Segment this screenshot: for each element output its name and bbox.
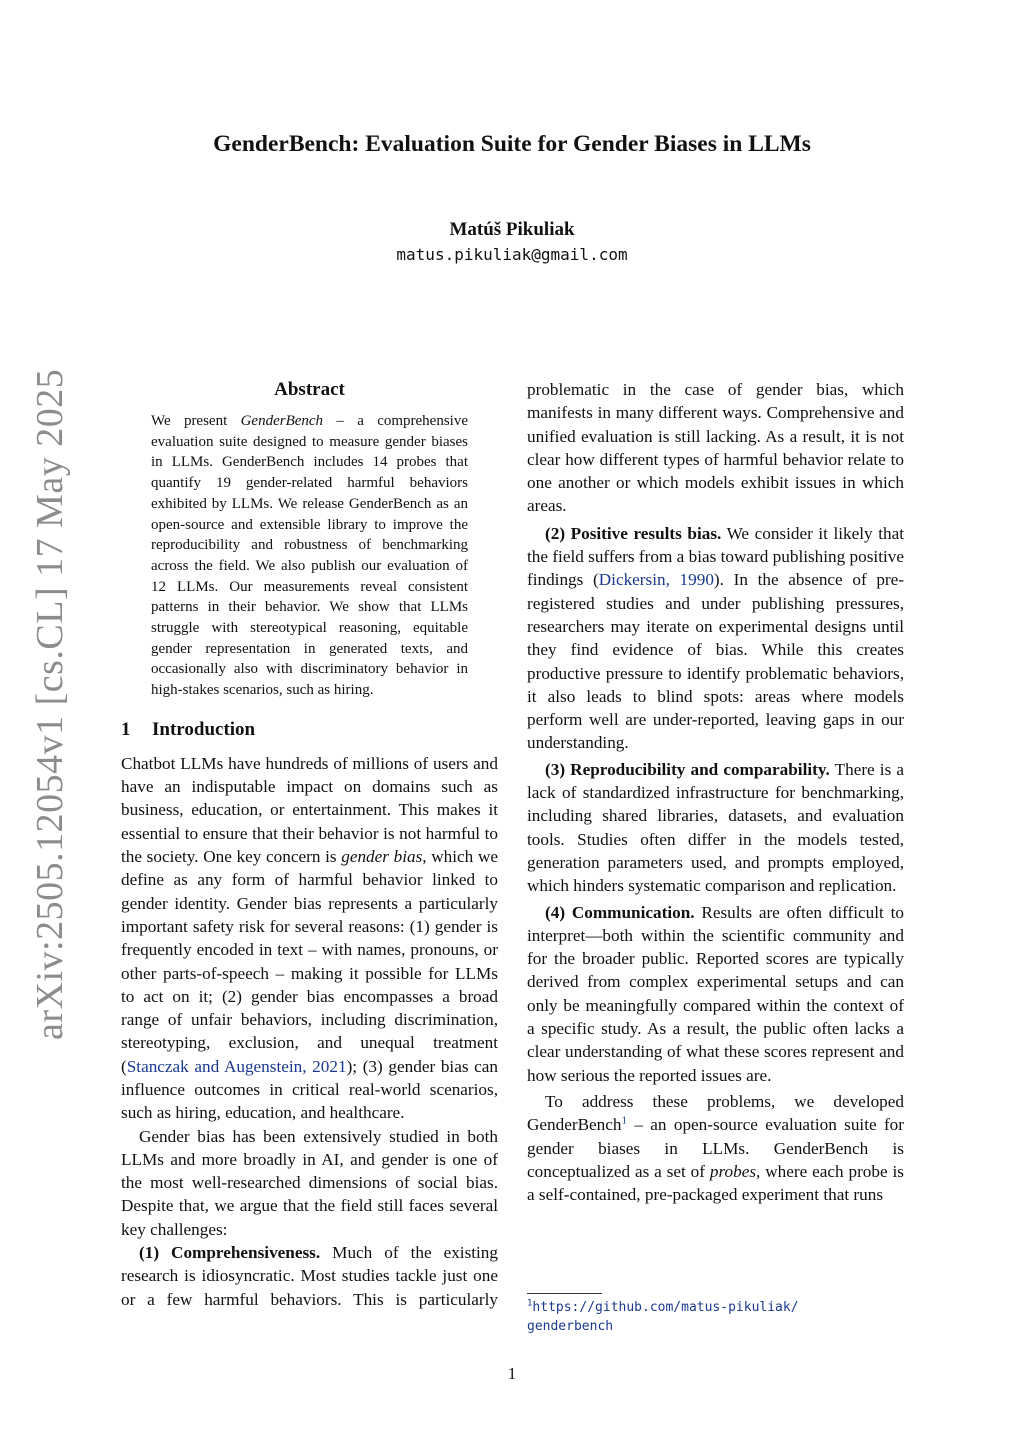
paper-title: GenderBench: Evaluation Suite for Gender Biases in LLMs (213, 131, 811, 157)
paragraph-text: Results are often difficult to interpret—both within the scientific community and for the broader public. Reported scores are typically derived from complex experimental setups and can only be meaningfully compared within the context of a specific study. As a result, the public often lacks a clear understanding of what these scores represent and how serious the reported issues are. (527, 902, 904, 1085)
intro-paragraph-2: Gender bias has been extensively studied in both LLMs and more broadly in AI, and gender is one of the most well-researched dimensions of social bias. Despite that, we argue that the field still faces several key challenges: (121, 1126, 498, 1239)
challenge-reproducibility (527, 758, 904, 898)
citation-link[interactable]: Stanczak and Augenstein, 2021 (126, 1056, 347, 1076)
abstract-benchmark-name: GenderBench (240, 413, 324, 429)
paragraph-text: ). In the absence of pre-registered studies and under publishing pressures, researchers may iterate on experimental designs until they find evidence of bias. While this creates productive pressure to identify problematic behaviors, it also leads to blind spots: areas where models perform well are under-reported, leaving gaps in our understanding. (527, 570, 905, 753)
paragraph-text: Much of the existing research is idiosyncratic. Most studies tackle just one or a few harmful behaviors. This is particularly (121, 1243, 498, 1309)
footnote-url-continued[interactable]: genderbench (527, 1319, 614, 1334)
abstract-text: – a comprehensive evaluation suite designed to measure gender biases in LLMs. GenderBench includes 14 probes that quantify 19 gender-related harmful behaviors exhibited by LLMs. We release GenderBench as an open-source and extensible library to improve the reproducibility and robustness of benchmarking across the field. We also publish our evaluation of 12 LLMs. Our measurements reveal consistent patterns in their behavior. We show that LLMs struggle with stereotypical reasoning, equitable gender representation in generated texts, and occasionally also with discriminatory behavior in high-stakes scenarios, such as hiring. (151, 413, 468, 699)
paragraph-text: We consider it likely that the field suffers from a bias toward publishing positive findings ( (527, 523, 904, 590)
abstract-text-start: We present (151, 413, 241, 429)
right-column (527, 378, 904, 1206)
paragraph-text: – an open-source evaluation suite for gender biases in LLMs. GenderBench is conceptualized as a set of (527, 1115, 904, 1181)
section-title: Introduction (152, 718, 256, 740)
paragraph-heading: (3) Reproducibility and comparability. (545, 759, 830, 779)
author-name: Matúš Pikuliak (449, 219, 575, 240)
footnote-url[interactable]: https://github.com/matus-pikuliak/ (532, 1300, 799, 1315)
emphasis-term: probes (709, 1161, 757, 1181)
emphasis-term: gender bias (341, 847, 423, 867)
footnote (527, 1298, 904, 1336)
arxiv-identifier-stamp: arXiv:2505.12054v1 [cs.CL] 17 May 2025 (29, 368, 71, 1040)
abstract-heading: Abstract (274, 379, 345, 400)
footnote-divider (527, 1293, 602, 1294)
paragraph-heading: (1) Comprehensiveness. (139, 1243, 321, 1263)
challenge-comprehensiveness-continued: problematic in the case of gender bias, which manifests in many different ways. Comprehensive and unified evaluation is still lacking. As a result, it is not clear how different types of harmful behavior relate to one another or which models exhibit issues in which areas. (527, 380, 904, 516)
paragraph-heading: (2) Positive results bias. (545, 523, 722, 543)
challenge-comprehensiveness (121, 1241, 498, 1311)
citation-link[interactable]: Dickersin, 1990 (598, 570, 714, 590)
footnote-mark: 1 (527, 1298, 533, 1309)
footnote-reference[interactable]: 1 (621, 1114, 627, 1127)
paragraph-text: , where each probe is a self-contained, pre-packaged experiment that runs (527, 1161, 904, 1205)
challenge-positive-results-bias (527, 522, 904, 755)
paragraph-text: ); (3) gender bias can influence outcomes in critical real-world scenarios, such as hiring, education, and healthcare. (121, 1056, 499, 1123)
intro-paragraph-1 (121, 752, 498, 1125)
paragraph-text: There is a lack of standardized infrastructure for benchmarking, including shared libraries, datasets, and evaluation tools. Studies often differ in the models tested, generation parameters used, and prompts employed, which hinders systematic comparison and replication. (527, 759, 904, 896)
author-email[interactable]: matus.pikuliak@gmail.com (396, 245, 628, 264)
intro-paragraph-genderbench (527, 1090, 904, 1206)
abstract-body (151, 411, 468, 701)
section-number: 1 (121, 718, 131, 740)
paragraph-text: , which we define as any form of harmful behavior linked to gender identity. Gender bias represents a particularly important safety risk for several reasons: (1) gender is frequently encoded in text – with names, pronouns, or other parts-of-speech – making it possible for LLMs to act on it; (2) gender bias encompasses a broad range of unfair behaviors, including discrimination, stereotyping, exclusion, and unequal treatment ( (121, 847, 498, 1076)
paragraph-text: Chatbot LLMs have hundreds of millions of users and have an indisputable impact on domains such as business, education, or entertainment. This makes it essential to ensure that their behavior is not harmful to the society. One key concern is (121, 753, 498, 867)
left-column (121, 378, 498, 1311)
page-number: 1 (507, 1364, 517, 1383)
section-heading-introduction (121, 718, 498, 742)
paragraph-text: To address these problems, we developed GenderBench (527, 1091, 904, 1135)
challenge-communication (527, 901, 904, 1087)
paragraph-heading: (4) Communication. (545, 902, 695, 922)
